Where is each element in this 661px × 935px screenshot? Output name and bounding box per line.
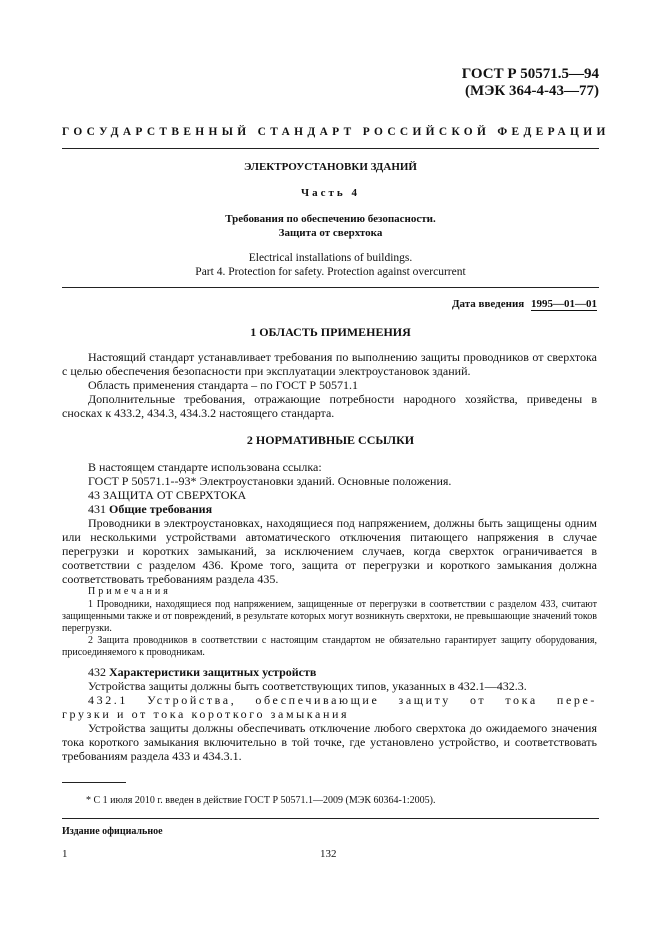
- note-1: 1 Проводники, находящиеся под напряжением, защищенные от перегрузки в соответствии с разделом 433, считают защищенными также и от повреждений, в результате которых могут возникнуть сверхтоки, не превышающие значений токов перегрузки.: [62, 599, 597, 634]
- notes-heading: Примечания: [88, 586, 171, 597]
- note-2: 2 Защита проводников в соответствии с настоящим стандартом не обязательно гарантирует защиту оборудования, присоединяемого к проводникам.: [62, 635, 597, 658]
- section-1-paragraph-3: Дополнительные требования, отражающие потребности народного хозяйства, приведены в сносках к 433.2, 434.3, 434.3.2 настоящего стандарта.: [62, 392, 597, 420]
- english-title-line-1: Electrical installations of buildings.: [248, 252, 413, 264]
- left-number: 1: [62, 848, 68, 860]
- section-432-1-line-2: грузки и от тока короткого замыкания: [62, 707, 350, 721]
- iec-number: (МЭК 364-4-43—77): [465, 83, 599, 99]
- section-2-heading: 2 НОРМАТИВНЫЕ ССЫЛКИ: [246, 433, 415, 447]
- gost-number: ГОСТ Р 50571.5—94: [461, 66, 599, 82]
- section-431-number: 431: [88, 502, 106, 516]
- section-432-heading: [88, 665, 597, 679]
- section-43-heading: 43 ЗАЩИТА ОТ СВЕРХТОКА: [88, 488, 247, 502]
- section-431-title: Общие требования: [109, 502, 213, 516]
- standard-designation: [462, 66, 599, 100]
- subtitle-line-1: Требования по обеспечению безопасности.: [225, 213, 436, 225]
- section-431-heading: [88, 502, 597, 516]
- section-1-heading: 1 ОБЛАСТЬ ПРИМЕНЕНИЯ: [250, 325, 411, 339]
- section-432-1-paragraph: Устройства защиты должны обеспечивать отключение любого сверхтока до ожидаемого значения тока короткого замыкания включительно в той точке, где установлено устройство, и соответствовать требованиям раздела 433 и 434.3.1.: [62, 721, 597, 763]
- footnote: * С 1 июля 2010 г. введен в действие ГОСТ Р 50571.1—2009 (МЭК 60364-1:2005).: [86, 795, 436, 806]
- reference-intro: В настоящем стандарте использована ссылка:: [88, 460, 322, 474]
- section-432-1-line-1: 432.1 Устройства, обеспечивающие защиту от тока пере-: [88, 693, 597, 707]
- footer-divider: [62, 818, 599, 819]
- document-title: ЭЛЕКТРОУСТАНОВКИ ЗДАНИЙ: [243, 161, 417, 173]
- intro-date: [452, 298, 597, 310]
- state-standard-title: ГОСУДАРСТВЕННЫЙ СТАНДАРТ РОССИЙСКОЙ ФЕДЕРАЦИИ: [62, 126, 610, 138]
- footnote-divider: [62, 782, 126, 783]
- section-432-number: 432: [88, 665, 106, 679]
- section-1-paragraph-2: Область применения стандарта – по ГОСТ Р 50571.1: [88, 378, 359, 392]
- title-divider: [62, 287, 599, 288]
- section-1-paragraph-1: Настоящий стандарт устанавливает требования по выполнению защиты проводников от сверхтока с целью обеспечения безопасности при эксплуатации электроустановок зданий.: [62, 350, 597, 378]
- intro-date-value: 1995—01—01: [531, 298, 597, 310]
- header-divider: [62, 148, 599, 149]
- section-432-paragraph-1: Устройства защиты должны быть соответствующих типов, указанных в 432.1—432.3.: [88, 679, 527, 693]
- english-title-line-2: Part 4. Protection for safety. Protection against overcurrent: [195, 266, 466, 278]
- subtitle: [62, 212, 599, 240]
- section-432-title: Характеристики защитных устройств: [109, 665, 317, 679]
- english-title: [62, 251, 599, 279]
- edition-label: Издание официальное: [62, 826, 163, 837]
- section-431-paragraph: Проводники в электроустановках, находящиеся под напряжением, должны быть защищены одним или несколькими устройствами автоматического отключения питающего напряжения в случае перегрузки и коротких замыканий, за исключением случаев, когда сверхток ограничивается в соответствии с разделом 436. Кроме того, защита от перегрузки и короткого замыкания должна соответствовать требованиям раздела 435.: [62, 516, 597, 586]
- intro-date-label: Дата введения: [451, 298, 525, 310]
- part-label: Часть 4: [301, 187, 360, 199]
- subtitle-line-2: Защита от сверхтока: [278, 227, 383, 239]
- reference-item: ГОСТ Р 50571.1--93* Электроустановки зданий. Основные положения.: [88, 474, 452, 488]
- page-number: 132: [320, 848, 337, 860]
